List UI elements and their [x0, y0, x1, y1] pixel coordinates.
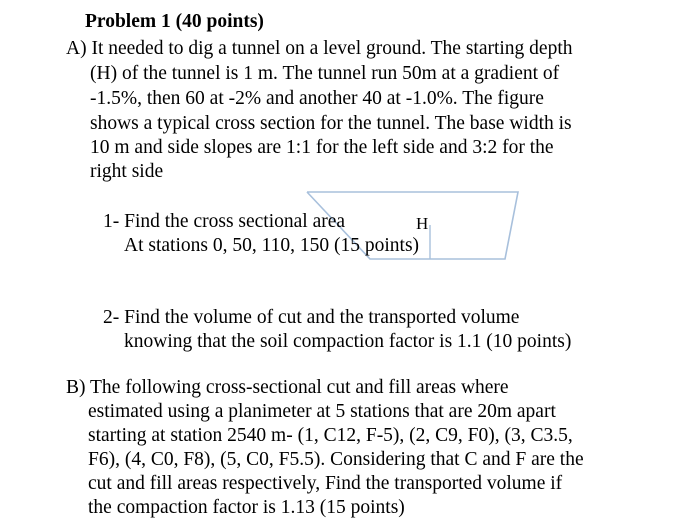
- problem-title: Problem 1 (40 points): [85, 11, 264, 32]
- part-a-line-3: -1.5%, then 60 at -2% and another 40 at -1.0%. The figure: [90, 88, 544, 109]
- question-1-line-1: 1- Find the cross sectional area: [103, 211, 346, 232]
- part-b-line-1: B) The following cross-sectional cut and fill areas where: [66, 377, 509, 398]
- part-a-line-2: (H) of the tunnel is 1 m. The tunnel run 50m at a gradient of: [90, 63, 560, 84]
- part-a-line-4: shows a typical cross section for the tunnel. The base width is: [90, 113, 572, 134]
- question-1-line-2: At stations 0, 50, 110, 150 (15 points): [124, 235, 420, 256]
- part-a-line-6: right side: [90, 161, 164, 182]
- part-b-line-2: estimated using a planimeter at 5 stations that are 20m apart: [88, 401, 556, 422]
- part-a-line-1: A) It needed to dig a tunnel on a level ground. The starting depth: [66, 38, 573, 59]
- part-b-line-3: starting at station 2540 m- (1, C12, F-5), (2, C9, F0), (3, C3.5,: [88, 425, 573, 446]
- question-2-line-1: 2- Find the volume of cut and the transported volume: [103, 307, 520, 328]
- depth-label-h: H: [416, 214, 429, 233]
- part-a-line-5: 10 m and side slopes are 1:1 for the left side and 3:2 for the: [90, 137, 554, 158]
- part-b-line-5: cut and fill areas respectively, Find the transported volume if: [88, 473, 563, 494]
- part-b-line-6: the compaction factor is 1.13 (15 points): [88, 497, 405, 518]
- question-2-line-2: knowing that the soil compaction factor is 1.1 (10 points): [124, 331, 572, 352]
- part-b-line-4: F6), (4, C0, F8), (5, C0, F5.5). Considering that C and F are the: [88, 449, 584, 470]
